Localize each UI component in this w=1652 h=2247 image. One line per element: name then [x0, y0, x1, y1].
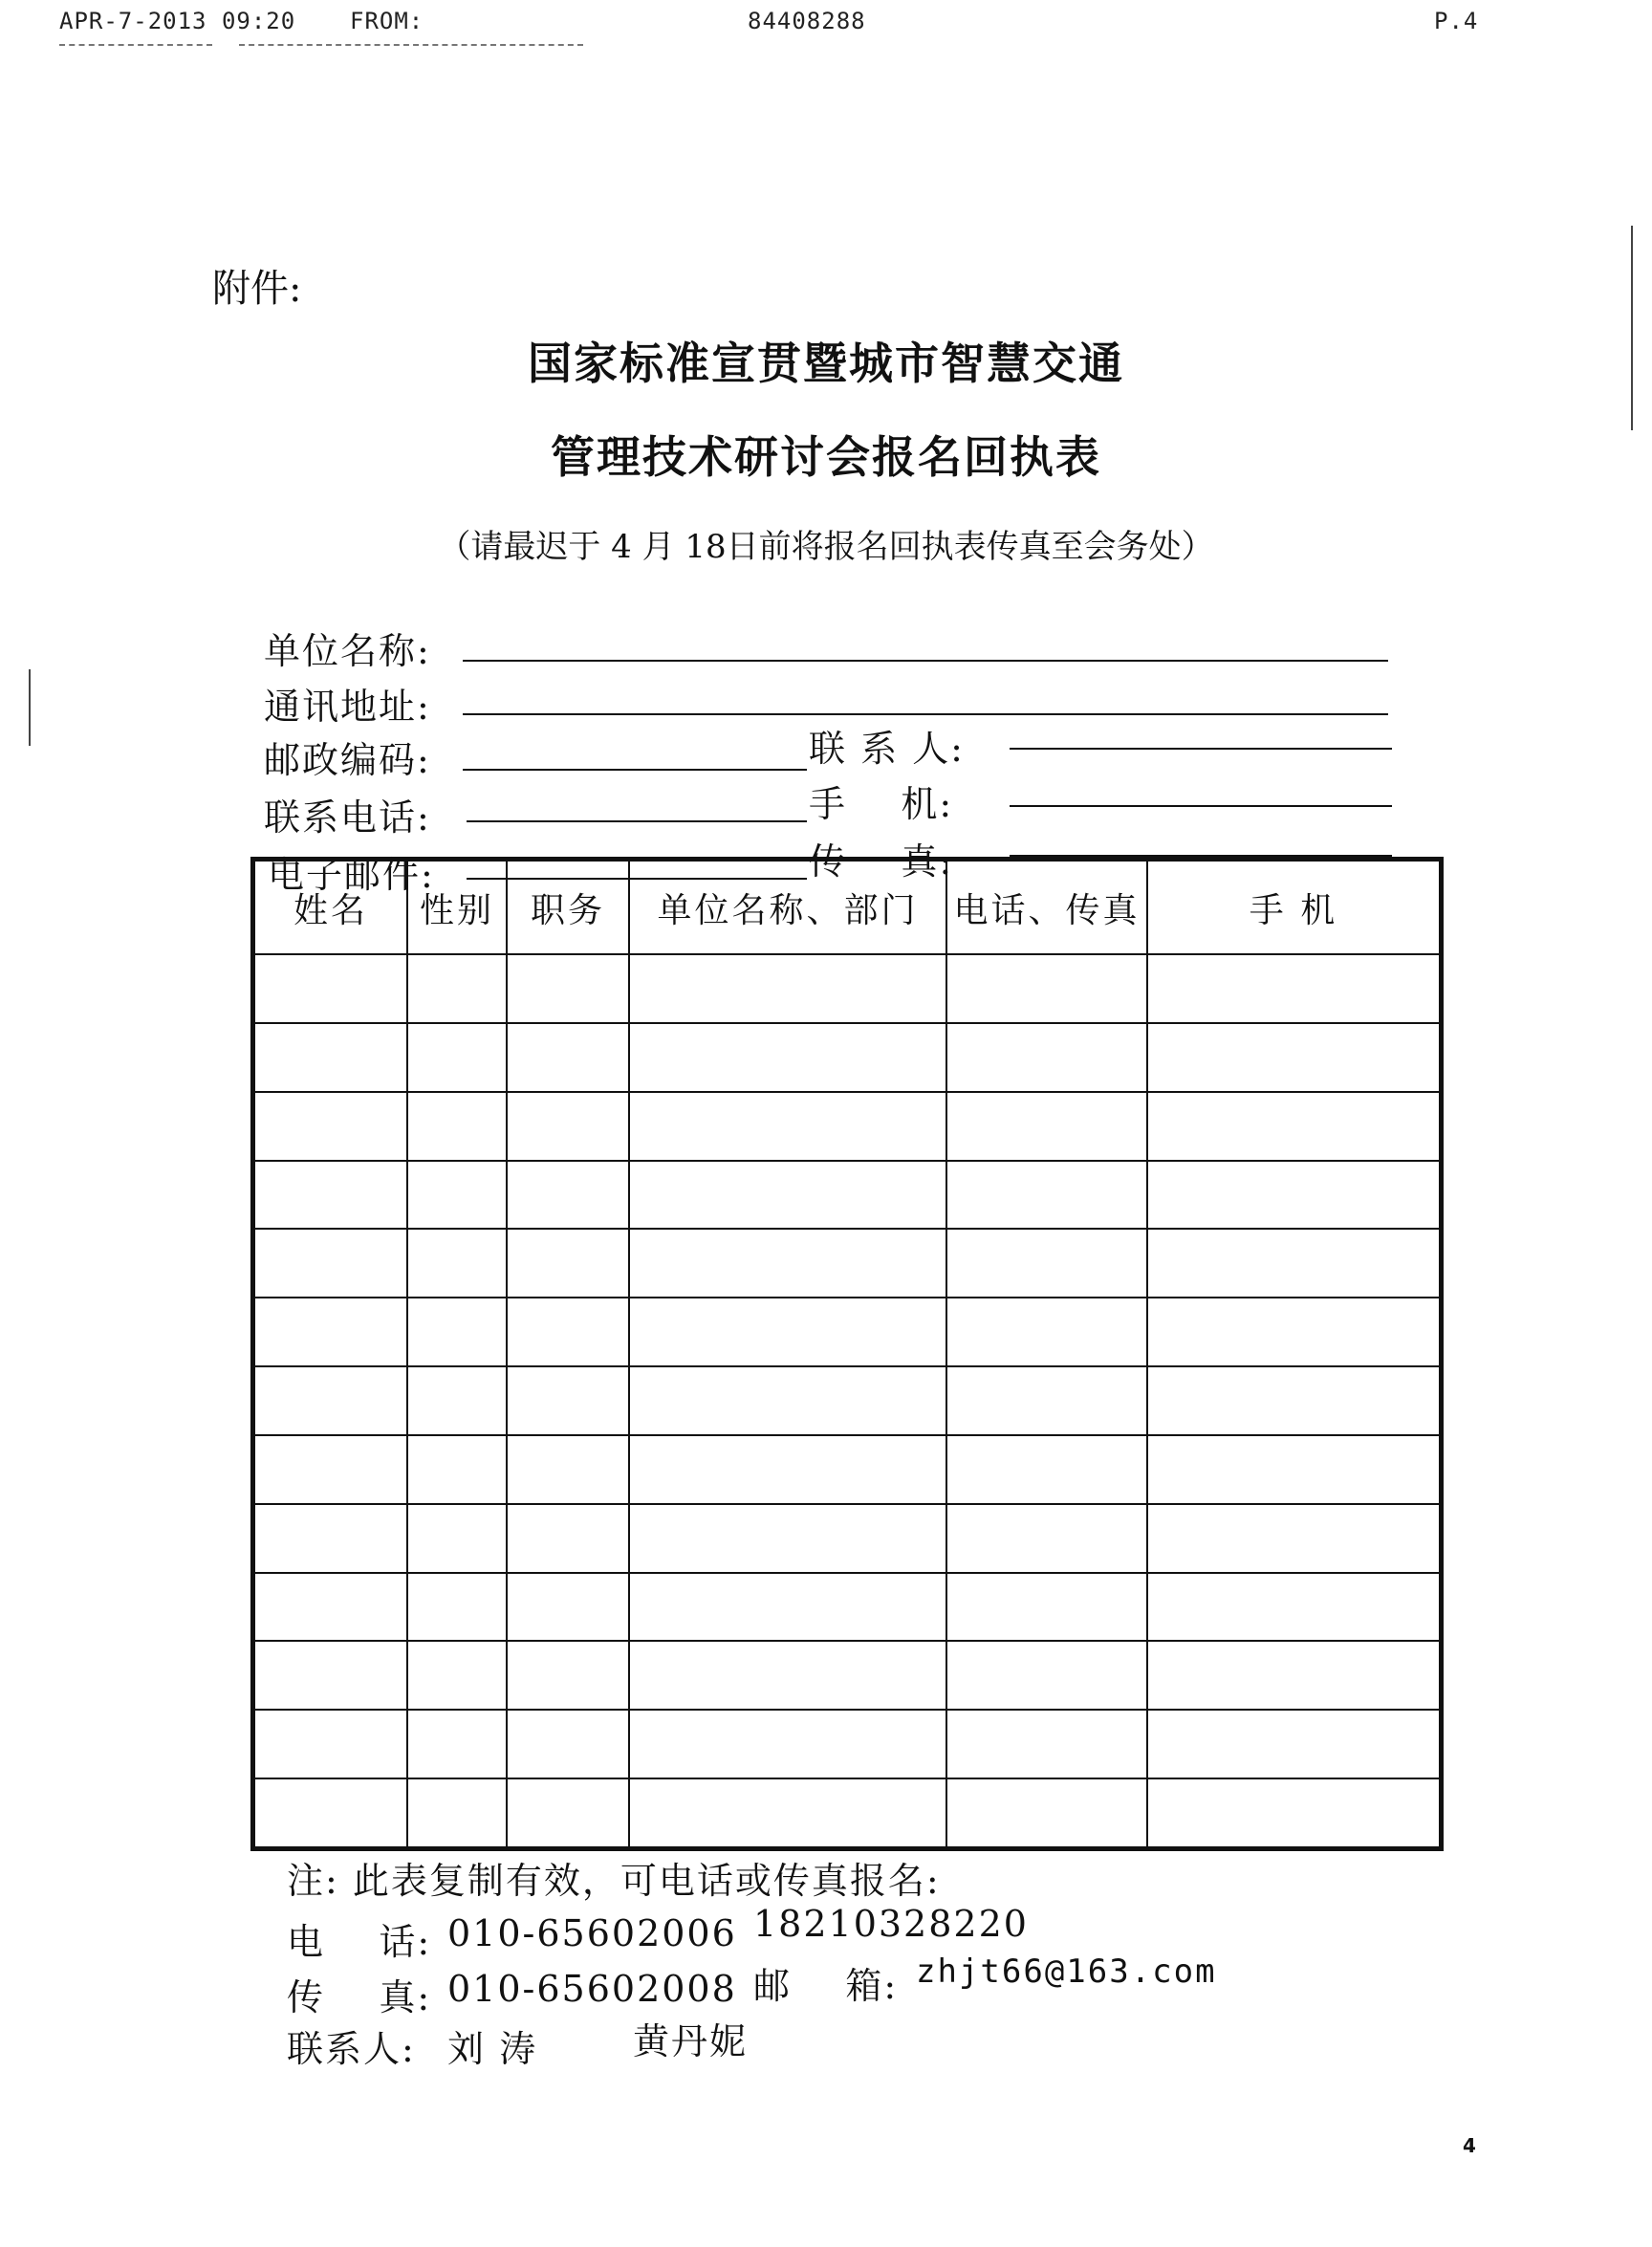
table-cell[interactable]	[946, 954, 1147, 1023]
table-row	[254, 1229, 1440, 1298]
table-cell[interactable]	[407, 1710, 507, 1778]
table-cell[interactable]	[1147, 1778, 1440, 1847]
header-position: 职务	[507, 861, 629, 954]
table-cell[interactable]	[254, 1710, 407, 1778]
table-cell[interactable]	[407, 1298, 507, 1366]
table-cell[interactable]	[1147, 1366, 1440, 1435]
table-cell[interactable]	[629, 1504, 946, 1573]
field-postal-code-line[interactable]	[463, 769, 807, 771]
label-mobile: 手 机:	[809, 783, 954, 825]
table-cell[interactable]	[254, 1161, 407, 1230]
label-email: 电子邮件:	[268, 854, 435, 896]
fax-rule-1	[59, 44, 212, 46]
table-cell[interactable]	[946, 1092, 1147, 1161]
fax-number: 84408288	[748, 8, 866, 34]
table-cell[interactable]	[629, 1641, 946, 1710]
table-cell[interactable]	[1147, 1023, 1440, 1092]
table-body	[254, 954, 1440, 1847]
field-unit-name-line[interactable]	[463, 660, 1388, 662]
header-unit-department: 单位名称、部门	[629, 861, 946, 954]
title-line-2: 管理技术研讨会报名回执表	[551, 431, 1101, 483]
table-cell[interactable]	[946, 1710, 1147, 1778]
table-cell[interactable]	[629, 1710, 946, 1778]
table-cell[interactable]	[407, 1161, 507, 1230]
table-cell[interactable]	[1147, 1229, 1440, 1298]
table-cell[interactable]	[254, 1092, 407, 1161]
table-cell[interactable]	[407, 1573, 507, 1642]
table-cell[interactable]	[507, 1161, 629, 1230]
table-cell[interactable]	[946, 1435, 1147, 1504]
table-row	[254, 1778, 1440, 1847]
page-number: 4	[1463, 2134, 1476, 2157]
table-cell[interactable]	[407, 954, 507, 1023]
table-row	[254, 1092, 1440, 1161]
fax-datetime: APR-7-2013 09:20	[59, 8, 296, 34]
table-cell[interactable]	[254, 1023, 407, 1092]
table-cell[interactable]	[507, 1435, 629, 1504]
fax-from-label: FROM:	[350, 8, 424, 34]
scan-edge-right	[1631, 226, 1633, 430]
subtitle: （请最迟于 4 月 18日前将报名回执表传真至会务处）	[438, 528, 1214, 566]
table-cell[interactable]	[1147, 1573, 1440, 1642]
table-cell[interactable]	[946, 1778, 1147, 1847]
table-cell[interactable]	[254, 1573, 407, 1642]
table-row	[254, 1366, 1440, 1435]
table-cell[interactable]	[946, 1366, 1147, 1435]
table-cell[interactable]	[407, 1366, 507, 1435]
table-cell[interactable]	[507, 1366, 629, 1435]
table-row	[254, 1023, 1440, 1092]
table-cell[interactable]	[629, 1229, 946, 1298]
note-email-label: 邮 箱:	[753, 1965, 899, 2007]
table-cell[interactable]	[1147, 1504, 1440, 1573]
header-mobile: 手 机	[1147, 861, 1440, 954]
table-cell[interactable]	[946, 1298, 1147, 1366]
table-cell[interactable]	[254, 1298, 407, 1366]
table-cell[interactable]	[946, 1573, 1147, 1642]
table-cell[interactable]	[254, 1366, 407, 1435]
table-cell[interactable]	[254, 1435, 407, 1504]
registration-table	[250, 857, 1444, 1851]
note-phone-1: 010-65602006	[447, 1912, 737, 1954]
table-cell[interactable]	[629, 954, 946, 1023]
table-cell[interactable]	[946, 1161, 1147, 1230]
table-cell[interactable]	[946, 1641, 1147, 1710]
label-address: 通讯地址:	[264, 686, 431, 728]
field-phone-line[interactable]	[467, 820, 807, 822]
attachment-label: 附件:	[212, 267, 302, 311]
field-mobile-line[interactable]	[1010, 805, 1392, 807]
table-cell[interactable]	[1147, 954, 1440, 1023]
table-row	[254, 1298, 1440, 1366]
fax-page: P.4	[1434, 8, 1479, 34]
note-phone-label: 电 话:	[287, 1921, 432, 1963]
table-cell[interactable]	[1147, 1298, 1440, 1366]
label-unit-name: 单位名称:	[264, 630, 431, 672]
table-cell[interactable]	[629, 1161, 946, 1230]
table-row	[254, 1161, 1440, 1230]
table-cell[interactable]	[407, 1778, 507, 1847]
table-cell[interactable]	[507, 1641, 629, 1710]
table-cell[interactable]	[407, 1023, 507, 1092]
table-cell[interactable]	[507, 1023, 629, 1092]
fax-rule-2	[239, 44, 583, 46]
title-line-1: 国家标准宣贯暨城市智慧交通	[528, 338, 1124, 389]
table-cell[interactable]	[1147, 1710, 1440, 1778]
table-row	[254, 954, 1440, 1023]
label-phone: 联系电话:	[264, 796, 431, 839]
label-contact-person: 联 系 人:	[809, 728, 965, 770]
table-cell[interactable]	[407, 1435, 507, 1504]
table-cell[interactable]	[1147, 1161, 1440, 1230]
table-cell[interactable]	[507, 1229, 629, 1298]
table-cell[interactable]	[1147, 1092, 1440, 1161]
table-cell[interactable]	[629, 1092, 946, 1161]
table-cell[interactable]	[507, 1710, 629, 1778]
table-cell[interactable]	[507, 1092, 629, 1161]
table-cell[interactable]	[629, 1435, 946, 1504]
label-fax: 传 真:	[809, 840, 954, 883]
header-gender: 性别	[407, 861, 507, 954]
table-cell[interactable]	[1147, 1641, 1440, 1710]
table-row	[254, 1504, 1440, 1573]
table-cell[interactable]	[629, 1573, 946, 1642]
table-cell[interactable]	[254, 1641, 407, 1710]
table-cell[interactable]	[629, 1298, 946, 1366]
table-row	[254, 1435, 1440, 1504]
table-cell[interactable]	[254, 1504, 407, 1573]
table-cell[interactable]	[1147, 1435, 1440, 1504]
table-cell[interactable]	[507, 1504, 629, 1573]
table-cell[interactable]	[629, 1023, 946, 1092]
header-name: 姓名	[254, 861, 407, 954]
table-cell[interactable]	[254, 1778, 407, 1847]
table-cell[interactable]	[507, 1298, 629, 1366]
table-cell[interactable]	[946, 1229, 1147, 1298]
table-cell[interactable]	[254, 954, 407, 1023]
table-cell[interactable]	[507, 954, 629, 1023]
table-row	[254, 1641, 1440, 1710]
note-contacts-label: 联系人:	[287, 2028, 416, 2070]
table-row	[254, 1710, 1440, 1778]
note-fax-value: 010-65602008	[447, 1968, 737, 2010]
note-email-value[interactable]: zhjt66@163.com	[916, 1952, 1217, 1991]
note-contact-1: 刘 涛	[447, 2028, 538, 2070]
scan-edge-left	[29, 669, 31, 746]
note-text: 注: 此表复制有效，可电话或传真报名:	[287, 1860, 941, 1902]
table-cell[interactable]	[407, 1092, 507, 1161]
table-cell[interactable]	[629, 1366, 946, 1435]
field-address-line[interactable]	[463, 713, 1388, 715]
table-cell[interactable]	[407, 1641, 507, 1710]
note-phone-2: 18210328220	[753, 1903, 1029, 1945]
table-cell[interactable]	[254, 1229, 407, 1298]
table-cell[interactable]	[629, 1778, 946, 1847]
table-cell[interactable]	[946, 1504, 1147, 1573]
table-cell[interactable]	[507, 1778, 629, 1847]
table-cell[interactable]	[407, 1504, 507, 1573]
table-cell[interactable]	[507, 1573, 629, 1642]
table-row	[254, 1573, 1440, 1642]
label-postal-code: 邮政编码:	[264, 739, 431, 781]
table-cell[interactable]	[407, 1229, 507, 1298]
table-cell[interactable]	[946, 1023, 1147, 1092]
field-contact-person-line[interactable]	[1010, 748, 1392, 750]
header-phone-fax: 电话、传真	[946, 861, 1147, 954]
note-contact-2: 黄丹妮	[633, 2020, 749, 2062]
note-fax-label: 传 真:	[287, 1976, 432, 2018]
